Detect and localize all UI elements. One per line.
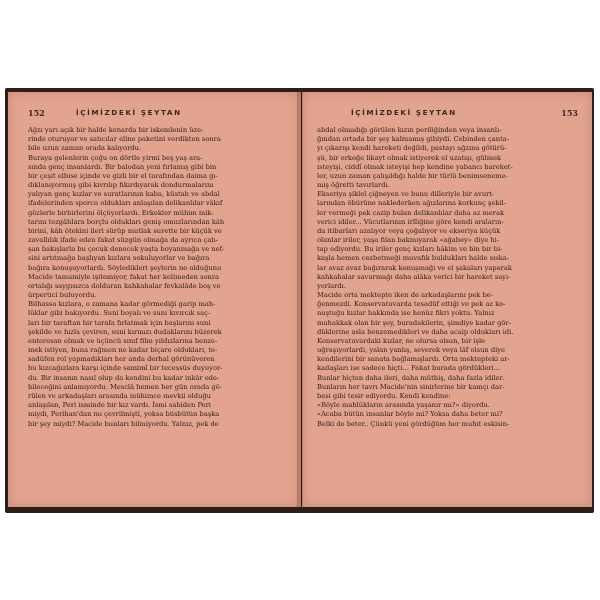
- text-line: ları bir taraftan bir tarafa fırlatmak için başlarını suni: [28, 318, 211, 327]
- text-line: Bunlar hiçten daha ileri, daha müthiş, daha fazla idiler.: [317, 373, 505, 382]
- text-line: rülen ve arkadaşları arasında mühimce mevkii olduğu: [28, 391, 211, 400]
- text-line: Konservatuvardaki kızlar, ne olursa olsun, bir işle: [317, 336, 486, 345]
- text-line: gözlerle birbirlerini ölçüyorlardı. Erkekler mühim mik-: [28, 208, 214, 217]
- text-line: olanlar iriler, yaşa filan bakmıyarak «ağabey» diye hi-: [317, 236, 500, 245]
- text-line: «Böyle mahlûkların arasında yaşanır mı?» diyordu.: [317, 401, 490, 410]
- text-line: ortalığı saygısızca dolduran kahkahalar fevkalâde boş ve: [28, 281, 221, 290]
- running-head: İÇİMİZDEKİ ŞEYTAN: [76, 108, 182, 117]
- text-line: kaşla hemen cezbetmeği muvafık buldukları halde sıska-: [317, 254, 509, 263]
- page-number: 153: [561, 108, 578, 118]
- text-line: ğenmezdi. Konservatuvarda tesadüf ettiği ve pek az ko-: [317, 300, 506, 309]
- text-line: Belki de beter.. Çünkü yeni gördüğüm her muhit eskisin-: [317, 419, 510, 428]
- text-line: uğraşıyorlardı, yalan yanlış, severek veya lâf olsun diye: [317, 346, 505, 355]
- text-line: Macide tamamiyle işitemiyor, fakat her kelimeden sonra: [28, 272, 220, 281]
- text-line: kahkahalar savurmağı daha alâka verici bir hareket sayı-: [317, 272, 511, 281]
- text-line: ğından ortada bir şey kalmamış gibiydi. Cebinden çanta-: [317, 135, 510, 144]
- running-head: İÇİMİZDEKİ ŞEYTAN: [351, 108, 457, 117]
- text-line: bir çeşit elbise içinde ve gizli bir el tarafından daima gı-: [28, 171, 218, 180]
- text-line: yalıyan genç kızlar ve suratlarının kaba, küstah ve abdal: [28, 190, 220, 199]
- text-line: ürpertici buluyordu.: [28, 291, 97, 300]
- text-line: lûklar gibi bakıyordu. Suni boyalı ve suni kıvırcık saç-: [28, 309, 211, 318]
- text-line: Ekseriya şikleî çiğneyen ve bunu dilleriyle bir avurt-: [317, 190, 495, 199]
- text-line: düklerine asla benzemedikleri ve daha acaip oldukları idi.: [317, 327, 514, 336]
- text-line: miş öğretti tavırlardı.: [317, 181, 390, 190]
- text-line: Bilhassa kızlara, o zamana kadar görmediği garip mah-: [28, 300, 216, 309]
- right-page: [302, 92, 592, 507]
- text-line: rinde oturuyor ve satıcılar eline paketini verdikten sonra: [28, 135, 221, 144]
- text-line: sini artıtmağa başlıyan kızlara sokuluyorlar ve bağıra: [28, 254, 210, 263]
- text-line: şü, bir erkeğe likayt olmak istiyerek el uzatışı, gülmek: [317, 153, 502, 162]
- text-line: tap ediyordu. Bu iriler genç kızları hâkim ve bin bir bi-: [317, 245, 503, 254]
- text-line: sadüfen rol yapmadıkları her anda derhal görünüveren: [28, 355, 215, 364]
- left-page: [8, 92, 301, 507]
- text-line: dıklanıyormuş gibi kıvrılıp fıkırdıyarak dondurmalarını: [28, 181, 214, 190]
- text-line: zavallılık ifade eden fakat süzgün olmağa da ayrıca çalı-: [28, 236, 218, 245]
- text-line: bağıra konuşuyorlardı. Söyledikleri şeylerin ne olduğunu: [28, 263, 222, 272]
- text-line: sında genç insanlardı. Bir balodan yeni fırlamış gibi bin: [28, 162, 217, 171]
- text-line: ler, uzun zaman çalışıldığı halde bir türlü benimseneme-: [317, 171, 508, 180]
- text-line: nuştuğu kızlar hakkında ise henüz fikri yoktu. Yalnız: [317, 309, 495, 318]
- page-text: [317, 126, 577, 429]
- text-line: bileceğini anlamıyordu. Mesclâ hemen her gün orada gö-: [28, 382, 222, 391]
- text-line: isteyişi, ciddî olmak isteyişi hep kendine yabancı hareket-: [317, 162, 513, 171]
- text-line: Ağzı yarı açık bir halde kenarda bir iskemlenin üze-: [28, 126, 204, 134]
- text-line: miydi, Perihan'dan mı çevrilmişti, yoksa büsbütün başka: [28, 410, 220, 419]
- text-line: mek istiyen, buna rağmen ne kadar biçare oldukları, te-: [28, 346, 218, 355]
- text-line: yı çıkarışı kendi hareketi değildi, pastayı ağzına götürü-: [317, 144, 507, 153]
- text-line: Bunların her tavrı Macide'nin sinirlerine bir kamçı dar-: [317, 382, 505, 391]
- text-line: tarını tezgâhlara borçlu oldukları geniş omuzlarından kâh: [28, 217, 225, 226]
- text-line: kendilerini bir sanata bağlamışlardı. Orta mektepteki ar-: [317, 355, 510, 364]
- text-line: anlaşılan, Peri isminde bir kız vardı. İsmi sahiden Peri: [28, 401, 211, 410]
- text-line: enteresan olmak ve üçüncü sınıf film yıldızlarına benze-: [28, 336, 218, 345]
- text-line: da itibarları azalıyor veya çoğalıyor ve ekseriya küçük: [317, 226, 501, 235]
- text-line: abdal olmadığı görülen kızın periliğinden veya insanlı-: [317, 126, 502, 134]
- text-line: şekilde ve hızla çeviren, suni kırmızı dudaklarını büzerek: [28, 327, 222, 336]
- open-book: [5, 88, 594, 513]
- text-line: besi gibi tesir ediyordu. Kendi kendine:: [317, 391, 451, 400]
- page-number: 152: [28, 108, 45, 118]
- text-line: «Acaba bütün insanlar böyle mi? Yoksa daha beter mi?: [317, 410, 503, 419]
- text-line: muhakkak olan bir şey, buradakilerin, şimdiye kadar gör-: [317, 318, 511, 327]
- text-line: yorlardı.: [317, 281, 346, 290]
- page-text: [28, 126, 286, 429]
- text-line: du. Bir insanın nasıl olup da kendini bu kadar inkâr ede-: [28, 373, 220, 382]
- text-line: verici idiler... Vücutlarının irîliğine göre kendi araların-: [317, 217, 504, 226]
- text-line: bir şey miydi? Macide bunları bilmiyordu. Yalnız, pek de: [28, 419, 219, 428]
- text-line: bile uzun zaman orada kalıyordu.: [28, 144, 142, 153]
- text-line: bu kızcağızlara karşı içinde samimî bir tecessüs duyuyor-: [28, 364, 223, 373]
- text-line: ler vermeği pek cazip bulan delikanlılar daha az merak: [317, 208, 505, 217]
- text-line: Buraya gelenlerin çoğu on dörtle yirmi beş yaş ara-: [28, 153, 203, 162]
- text-line: şan bakışlarla bu çocuk denecek yaşta boyanmağa ve nef-: [28, 245, 225, 254]
- text-line: lar avaz avaz bağırarak konuşmağı ve el şakaları yaparak: [317, 263, 512, 272]
- text-line: birini, kâh ötekini ileri sürüp mutlak surette bir küçük ve: [28, 226, 222, 235]
- text-line: kadaşları ise sadece hiçti... Fakat burada gördükleri...: [317, 364, 501, 373]
- text-line: ifadelerinden sporcu oldukları anlaşılan delikanlılar vâkıf: [28, 199, 223, 208]
- text-line: larından öbürüne naklederken ağızlarına korkunç şekil-: [317, 199, 506, 208]
- text-line: Macide orta mektepte iken de arkadaşlarını pek be-: [317, 291, 493, 300]
